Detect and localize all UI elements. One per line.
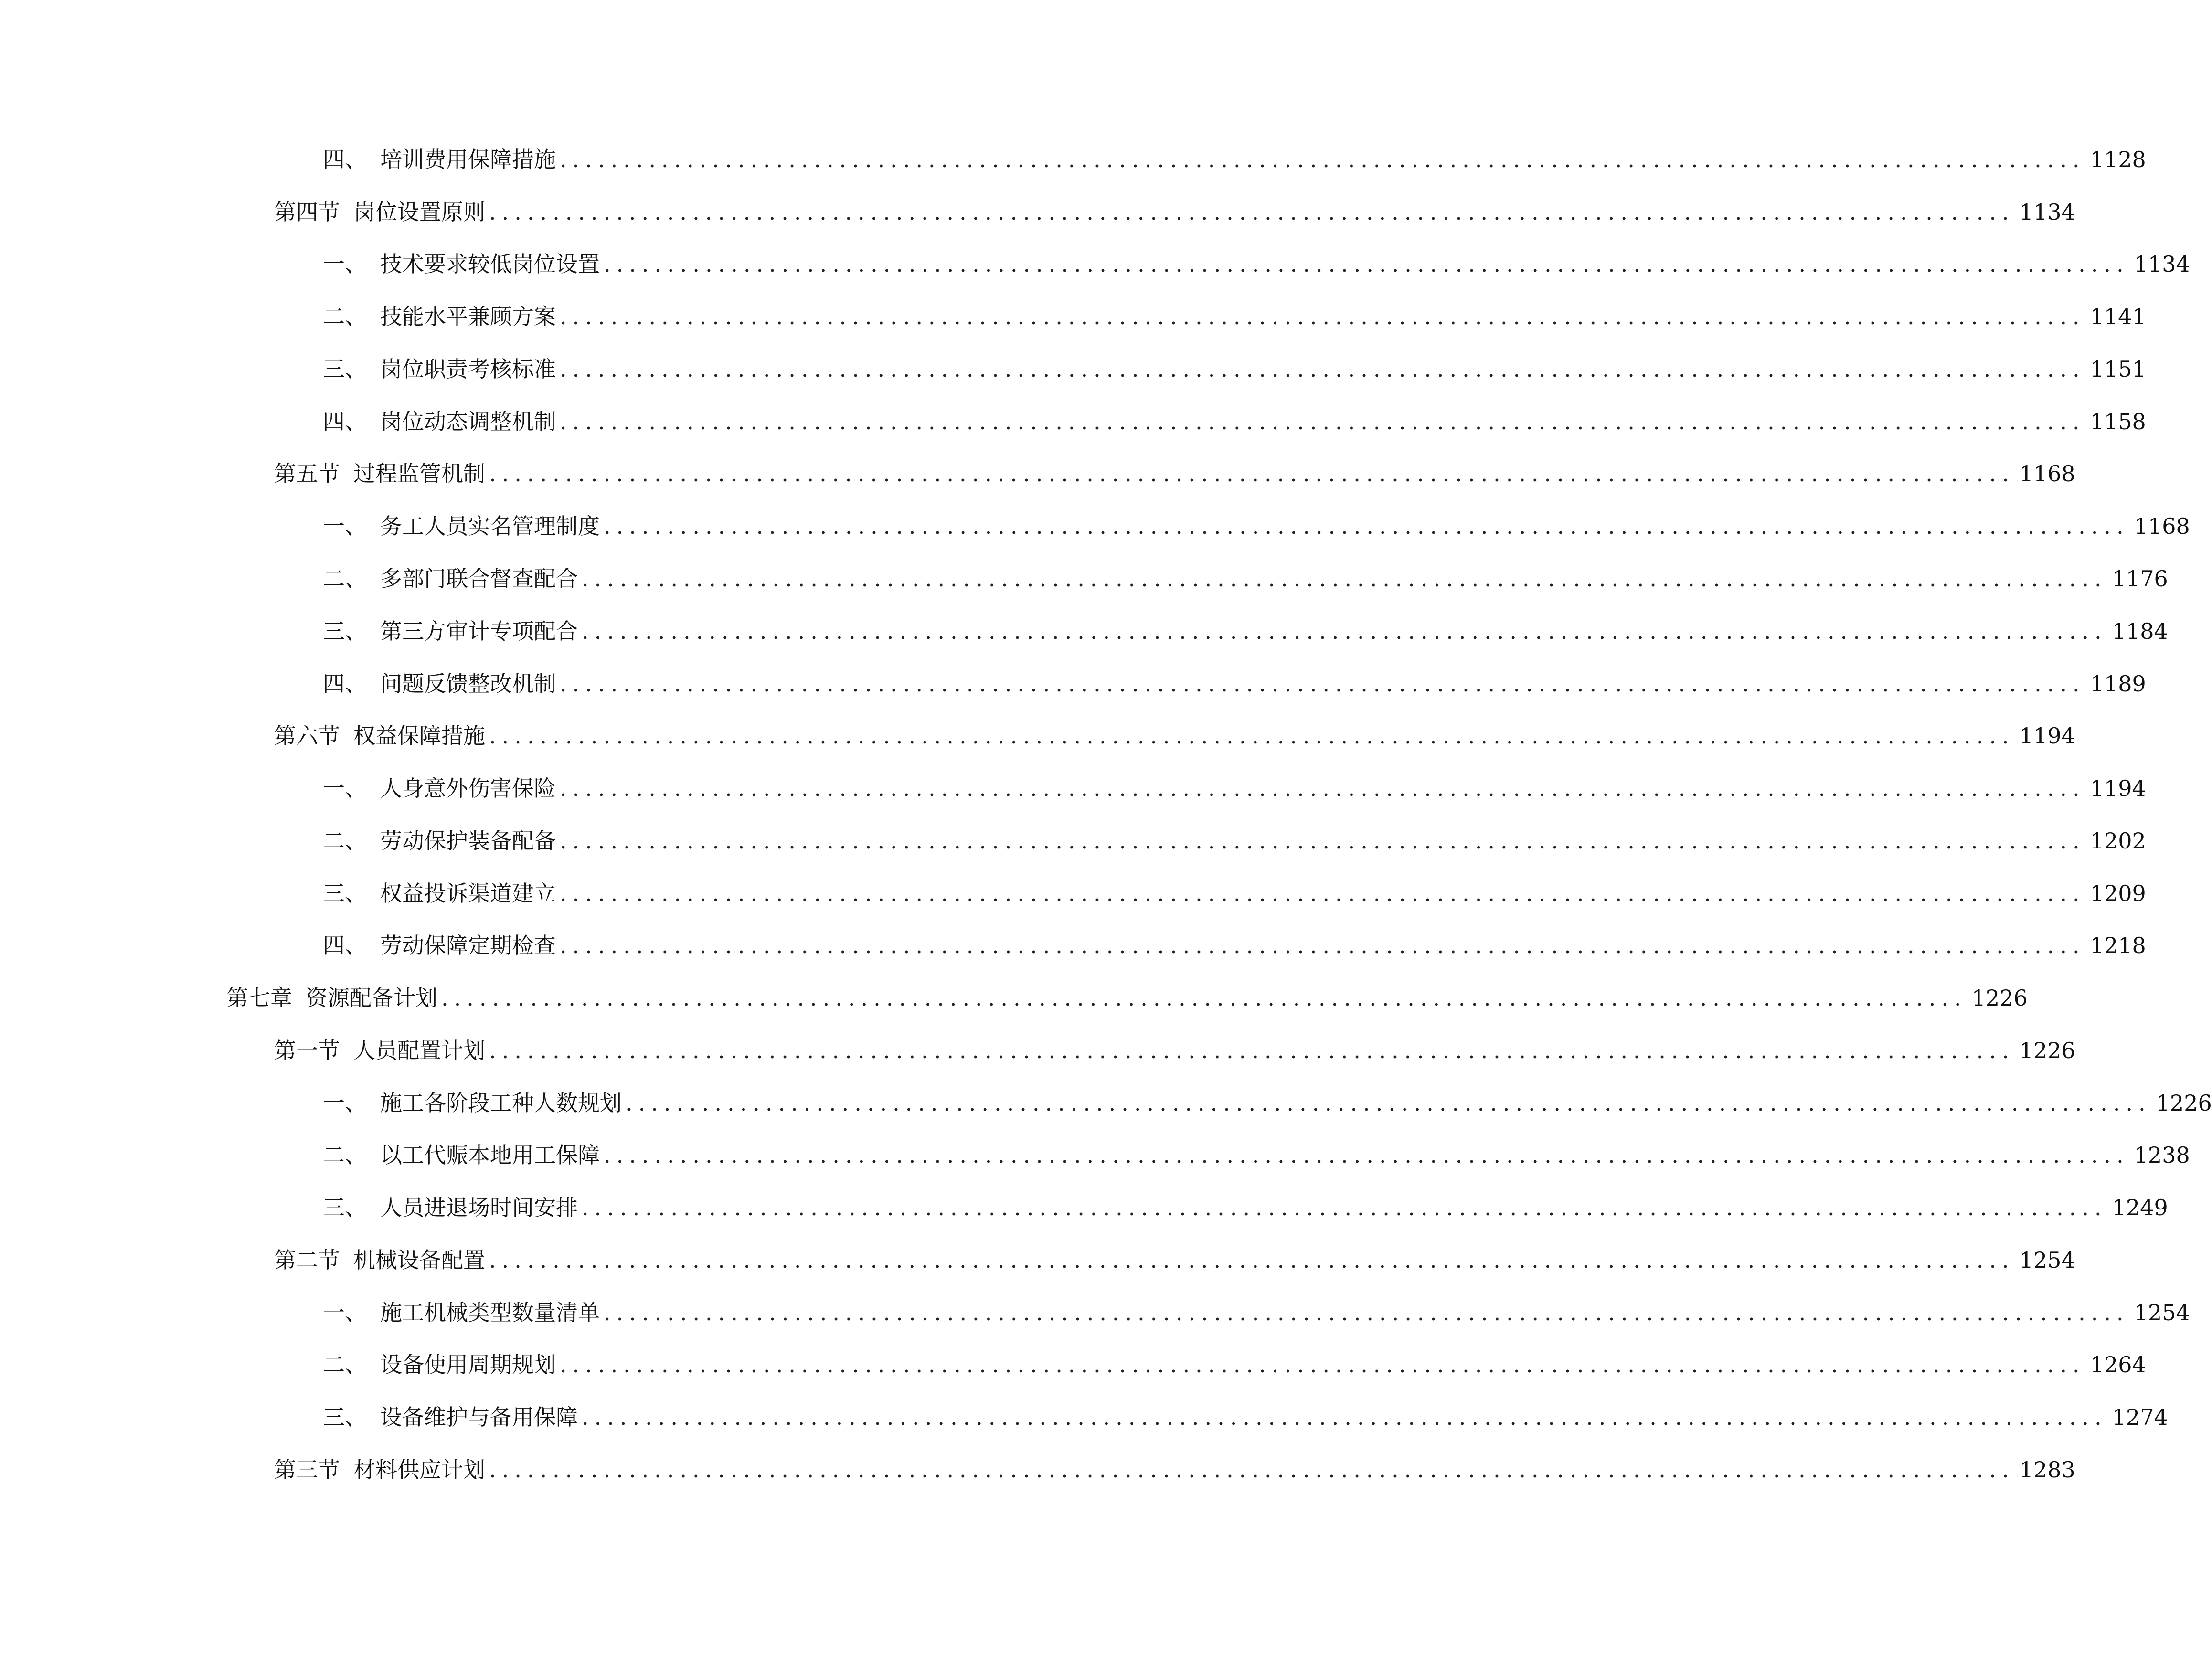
toc-entry-number: 四、 [323,409,367,435]
toc-entry-number: 三、 [323,880,367,906]
toc-entry[interactable] [323,1084,2212,1122]
toc-entry[interactable] [323,1346,2146,1384]
toc-entry-number: 二、 [323,304,367,329]
toc-entry[interactable] [323,403,2146,441]
dot-leader: ........................................................................................................................ [560,409,2085,435]
toc-entry-title: 培训费用保障措施 [380,147,556,172]
toc-entry-number: 第二节 [274,1247,340,1273]
toc-entry-page: 1226 [2019,1038,2075,1063]
toc-entry-title: 劳动保护装备配备 [380,828,556,854]
toc-entry-number: 二、 [323,828,367,854]
toc-entry-title: 劳动保障定期检查 [380,933,556,958]
toc-entry-title: 多部门联合督查配合 [380,566,578,592]
toc-entry-title: 施工各阶段工种人数规划 [380,1090,622,1116]
toc-entry[interactable] [323,507,2190,545]
dot-leader: ........................................................................................................................ [441,985,1967,1011]
toc-entry-title: 设备维护与备用保障 [380,1404,578,1430]
toc-entry-page: 1134 [2134,251,2190,277]
toc-entry[interactable] [323,612,2168,650]
toc-entry[interactable] [274,455,2075,493]
toc-entry-title: 人员配置计划 [353,1038,485,1063]
toc-entry-page: 1158 [2090,409,2146,435]
toc-entry-page: 1134 [2019,199,2075,225]
toc-entry-page: 1202 [2090,828,2146,854]
toc-entry[interactable] [274,1241,2075,1279]
toc-entry[interactable] [323,1136,2190,1174]
dot-leader: ........................................................................................................................ [626,1090,2151,1116]
toc-entry-number: 第三节 [274,1457,340,1483]
toc-entry-title: 设备使用周期规划 [380,1352,556,1378]
toc-entry[interactable] [274,717,2075,755]
toc-entry-title: 以工代赈本地用工保障 [380,1142,600,1168]
dot-leader: ........................................................................................................................ [582,1404,2107,1430]
toc-entry-page: 1189 [2090,671,2146,697]
toc-entry-number: 第六节 [274,723,340,749]
dot-leader: ........................................................................................................................ [560,147,2085,172]
toc-entry[interactable] [323,665,2146,703]
toc-entry-title: 技术要求较低岗位设置 [380,251,600,277]
toc-entry[interactable] [323,1293,2190,1332]
toc-entry-title: 资源配备计划 [306,985,437,1011]
toc-entry-title: 岗位动态调整机制 [380,409,556,435]
dot-leader: ........................................................................................................................ [560,1352,2085,1378]
toc-entry[interactable] [323,560,2168,598]
toc-entry-number: 三、 [323,356,367,382]
dot-leader: ........................................................................................................................ [489,1457,2015,1483]
toc-entry-page: 1218 [2090,933,2146,958]
dot-leader: ........................................................................................................................ [489,1247,2015,1273]
toc-entry-title: 第三方审计专项配合 [380,618,578,644]
toc-entry-number: 三、 [323,618,367,644]
toc-entry-page: 1128 [2090,147,2146,172]
toc-entry[interactable] [274,193,2075,231]
toc-entry-page: 1249 [2112,1195,2168,1220]
toc-entry-page: 1254 [2019,1247,2075,1273]
toc-entry-page: 1226 [1971,985,2028,1011]
toc-entry-number: 一、 [323,513,367,539]
dot-leader: ........................................................................................................................ [560,304,2085,329]
toc-entry-page: 1264 [2090,1352,2146,1378]
toc-entry-number: 一、 [323,775,367,801]
toc-entry-page: 1168 [2019,461,2075,487]
toc-entry-number: 一、 [323,1300,367,1325]
toc-entry-page: 1238 [2134,1142,2190,1168]
dot-leader: ........................................................................................................................ [560,356,2085,382]
toc-entry-number: 三、 [323,1195,367,1220]
dot-leader: ........................................................................................................................ [560,828,2085,854]
toc-entry-title: 人员进退场时间安排 [380,1195,578,1220]
toc-entry-number: 二、 [323,1142,367,1168]
toc-entry-number: 第一节 [274,1038,340,1063]
toc-entry[interactable] [274,1031,2075,1070]
toc-entry[interactable] [323,874,2146,912]
toc-entry-number: 一、 [323,1090,367,1116]
toc-entry[interactable] [323,245,2190,283]
toc-entry-title: 人身意外伤害保险 [380,775,556,801]
toc-entry-title: 问题反馈整改机制 [380,671,556,697]
toc-entry-page: 1283 [2019,1457,2075,1483]
toc-entry-title: 岗位职责考核标准 [380,356,556,382]
dot-leader: ........................................................................................................................ [489,723,2015,749]
toc-entry-number: 四、 [323,933,367,958]
toc-entry-page: 1184 [2112,618,2168,644]
dot-leader: ........................................................................................................................ [582,566,2107,592]
toc-entry[interactable] [274,1451,2075,1489]
toc-entry-page: 1194 [2090,775,2146,801]
dot-leader: ........................................................................................................................ [582,618,2107,644]
toc-entry-number: 三、 [323,1404,367,1430]
toc-entry-page: 1176 [2112,566,2168,592]
dot-leader: ........................................................................................................................ [560,933,2085,958]
toc-entry-page: 1168 [2134,513,2190,539]
toc-entry-title: 材料供应计划 [353,1457,485,1483]
toc-entry-title: 务工人员实名管理制度 [380,513,600,539]
toc-entry[interactable] [323,1398,2168,1436]
toc-entry-title: 技能水平兼顾方案 [380,304,556,329]
dot-leader: ........................................................................................................................ [489,1038,2015,1063]
toc-entry[interactable] [323,350,2146,388]
toc-entry[interactable] [323,140,2146,179]
toc-entry-number: 第七章 [226,985,292,1011]
toc-entry-number: 二、 [323,566,367,592]
toc-entry-number: 四、 [323,147,367,172]
dot-leader: ........................................................................................................................ [560,775,2085,801]
dot-leader: ........................................................................................................................ [604,251,2129,277]
toc-entry[interactable] [226,979,2028,1017]
toc-entry-page: 1274 [2112,1404,2168,1430]
toc-entry-number: 一、 [323,251,367,277]
dot-leader: ........................................................................................................................ [582,1195,2107,1220]
toc-entry-page: 1194 [2019,723,2075,749]
dot-leader: ........................................................................................................................ [560,880,2085,906]
toc-entry-title: 施工机械类型数量清单 [380,1300,600,1325]
toc-entry-page: 1141 [2090,304,2146,329]
dot-leader: ........................................................................................................................ [604,1142,2129,1168]
toc-entry[interactable] [323,1188,2168,1227]
toc-entry[interactable] [323,297,2146,336]
toc-entry-title: 机械设备配置 [353,1247,485,1273]
toc-entry-number: 第五节 [274,461,340,487]
toc-entry-title: 权益保障措施 [353,723,485,749]
dot-leader: ........................................................................................................................ [489,461,2015,487]
toc-entry-title: 权益投诉渠道建立 [380,880,556,906]
dot-leader: ........................................................................................................................ [560,671,2085,697]
toc-entry[interactable] [323,926,2146,965]
toc-entry-page: 1209 [2090,880,2146,906]
toc-entry[interactable] [323,769,2146,807]
toc-entry-title: 过程监管机制 [353,461,485,487]
dot-leader: ........................................................................................................................ [604,513,2129,539]
dot-leader: ........................................................................................................................ [489,199,2015,225]
dot-leader: ........................................................................................................................ [604,1300,2129,1325]
toc-entry-number: 二、 [323,1352,367,1378]
toc-entry-page: 1226 [2156,1090,2212,1116]
toc-entry-page: 1254 [2134,1300,2190,1325]
toc-entry-number: 四、 [323,671,367,697]
toc-entry-page: 1151 [2090,356,2146,382]
toc-entry[interactable] [323,822,2146,860]
toc-entry-number: 第四节 [274,199,340,225]
toc-entry-title: 岗位设置原则 [353,199,485,225]
